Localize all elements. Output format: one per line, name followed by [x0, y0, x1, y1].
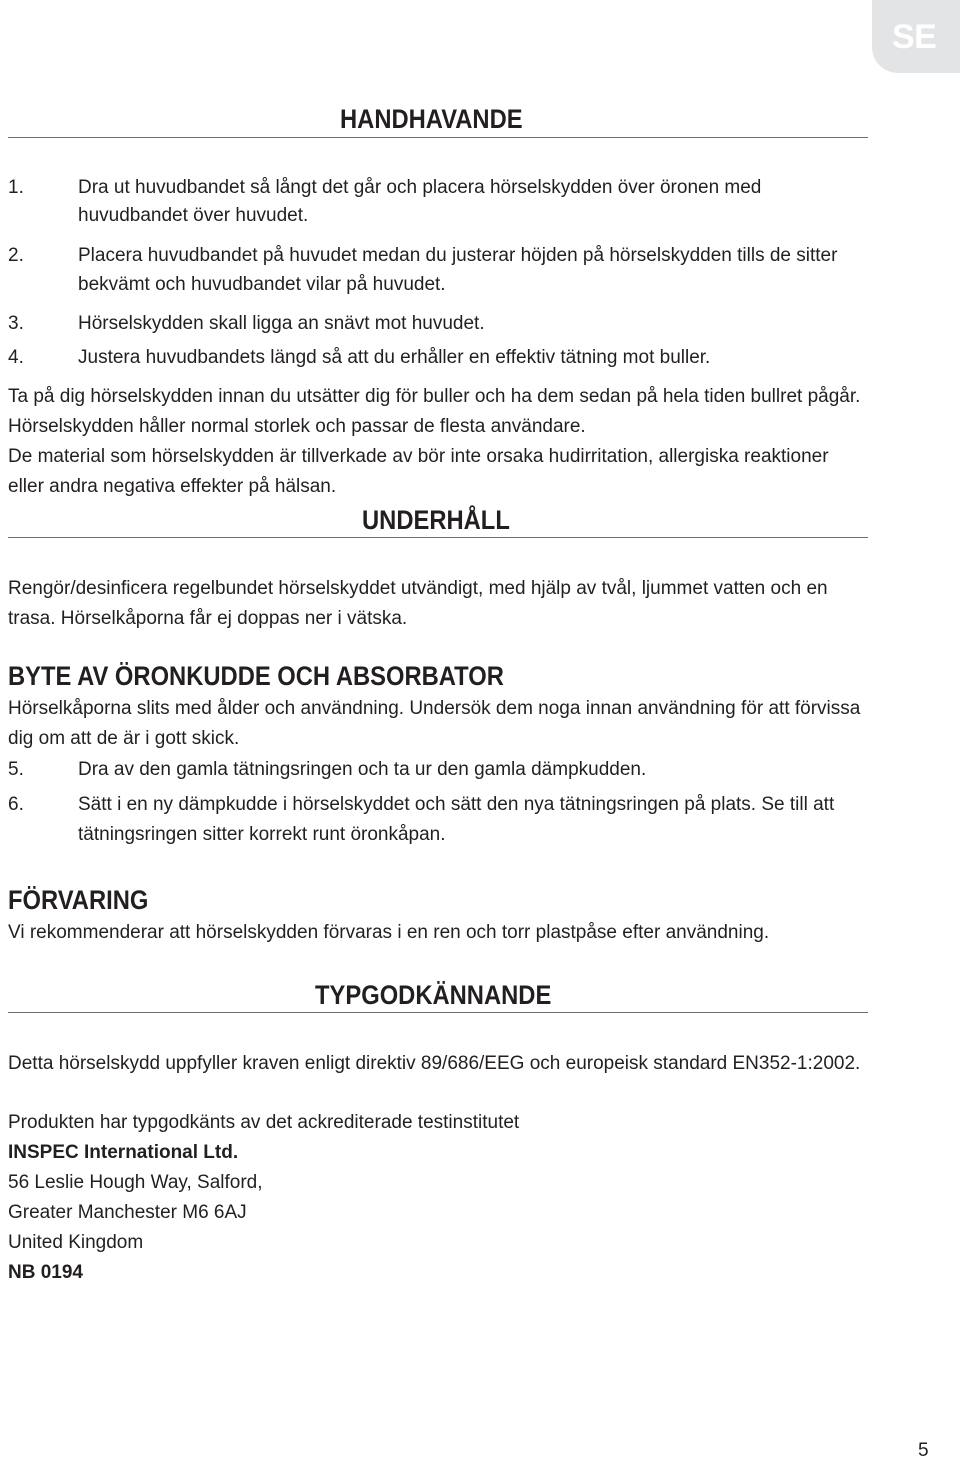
underhall-rule	[8, 537, 868, 538]
list-item-text: Sätt i en ny dämpkudde i hörselskyddet och sätt den nya tätningsringen på plats. Se till att	[78, 794, 835, 815]
list-item-number: 6.	[8, 794, 24, 815]
list-item-text: Placera huvudbandet på huvudet medan du justerar höjden på hörselskydden tills de sitter	[78, 245, 838, 266]
list-item-number: 1.	[8, 177, 24, 198]
paragraph-line: De material som hörselskydden är tillverkade av bör inte orsaka hudirritation, allergiska reaktioner	[8, 446, 829, 467]
paragraph-line: Detta hörselskydd uppfyller kraven enligt direktiv 89/686/EEG och europeisk standard EN352-1:2002.	[8, 1053, 861, 1074]
forvaring-heading: FÖRVARING	[8, 885, 149, 915]
paragraph-line: eller andra negativa effekter på hälsan.	[8, 476, 337, 497]
list-item-number: 4.	[8, 347, 24, 368]
paragraph-line: trasa. Hörselkåporna får ej doppas ner i vätska.	[8, 608, 408, 629]
paragraph-line: Hörselskydden håller normal storlek och passar de flesta användare.	[8, 416, 586, 437]
address-line: United Kingdom	[8, 1232, 144, 1253]
list-item-number: 3.	[8, 313, 24, 334]
byte-heading: BYTE AV ÖRONKUDDE OCH ABSORBATOR	[8, 661, 504, 691]
language-tab-label: SE	[892, 18, 937, 56]
typgodkannande-heading: TYPGODKÄNNANDE	[315, 980, 552, 1010]
list-item-text: huvudbandet över huvudet.	[78, 205, 309, 226]
paragraph-line: Vi rekommenderar att hörselskydden förvaras i en ren och torr plastpåse efter användning.	[8, 922, 770, 943]
address-line: Greater Manchester M6 6AJ	[8, 1202, 247, 1223]
typgodkannande-rule	[8, 1012, 868, 1013]
paragraph-line: dig om att de är i gott skick.	[8, 728, 240, 749]
list-item-number: 2.	[8, 245, 24, 266]
list-item-text: tätningsringen sitter korrekt runt öronkåpan.	[78, 824, 446, 845]
address-line: 56 Leslie Hough Way, Salford,	[8, 1172, 263, 1193]
list-item-text: Dra av den gamla tätningsringen och ta ur den gamla dämpkudden.	[78, 759, 647, 780]
handhavande-heading: HANDHAVANDE	[340, 104, 523, 134]
language-tab	[872, 0, 960, 73]
notified-body-number: NB 0194	[8, 1262, 83, 1283]
paragraph-line: Produkten har typgodkänts av det ackrediterade testinstitutet	[8, 1112, 520, 1133]
institute-name: INSPEC International Ltd.	[8, 1142, 239, 1163]
list-item-number: 5.	[8, 759, 24, 780]
paragraph-line: Ta på dig hörselskydden innan du utsätter dig för buller och ha dem sedan på hela tiden bullret pågår.	[8, 386, 861, 407]
paragraph-line: Rengör/desinficera regelbundet hörselskyddet utvändigt, med hjälp av tvål, ljummet vatten och en	[8, 578, 828, 599]
paragraph-line: Hörselkåporna slits med ålder och användning. Undersök dem noga innan användning för att förvissa	[8, 698, 861, 719]
underhall-heading: UNDERHÅLL	[362, 505, 510, 535]
page-number: 5	[918, 1440, 929, 1461]
list-item-text: Hörselskydden skall ligga an snävt mot huvudet.	[78, 313, 485, 334]
list-item-text: Dra ut huvudbandet så långt det går och placera hörselskydden över öronen med	[78, 177, 762, 198]
list-item-text: bekvämt och huvudbandet vilar på huvudet.	[78, 274, 446, 295]
list-item-text: Justera huvudbandets längd så att du erhåller en effektiv tätning mot buller.	[78, 347, 711, 368]
handhavande-rule	[8, 137, 868, 138]
